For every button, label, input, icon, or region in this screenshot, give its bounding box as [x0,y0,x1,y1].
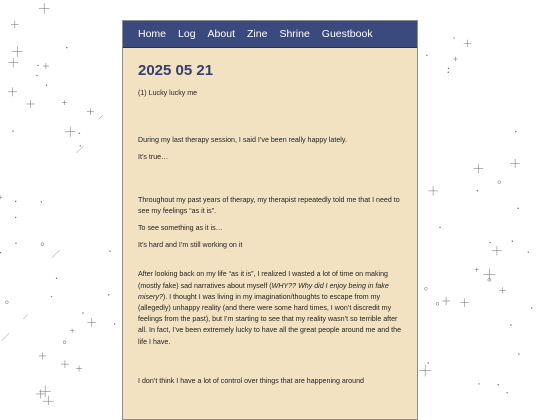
top-nav [123,21,417,48]
paragraph-7: I don’t think I have a lot of control over things that are happening around [138,376,364,385]
paragraph-5: It’s hard and I’m still working on it [138,241,243,250]
paragraph-6-end: ). I thought I was living in my imagination/thoughts to escape from my (allegedly) unhappy reality (and there were some hard times, I won’t discredit my feelings from the past), but I’m starting to see that my reality wasn’t so terrible after all. In fact, I’ve been extremely lucky to have all the great people around me and the life I have. [138,292,402,346]
nav-about-link[interactable]: About [207,28,235,40]
nav-shrine-link[interactable]: Shrine [279,28,310,40]
content-panel [122,20,418,420]
nav-home-link[interactable]: Home [138,28,167,40]
paragraph-3: Throughout my past years of therapy, my therapist repeatedly told me that I need to see my feelings “as it is”. [138,195,400,215]
post-title: 2025 05 21 [138,62,214,79]
paragraph-6-start: After looking back on my life “as it is”, I realized I wasted a lot of time on making (mostly fake) sad narratives about myself ( [138,270,388,290]
nav-zine-link[interactable]: Zine [247,28,268,40]
paragraph-6 [138,269,402,347]
paragraph-2: It’s true… [138,153,169,162]
post-subtitle: (1) Lucky lucky me [138,89,198,97]
nav-guestbook-link[interactable]: Guestbook [321,28,373,40]
nav-log-link[interactable]: Log [178,28,196,40]
paragraph-6-italic: WHY?? Why did I enjoy being in fake misery? [138,281,389,301]
post-body [123,48,417,387]
paragraph-4: To see something as it is… [138,224,223,233]
paragraph-1: During my last therapy session, I said I’ve been really happy lately. [138,136,347,145]
